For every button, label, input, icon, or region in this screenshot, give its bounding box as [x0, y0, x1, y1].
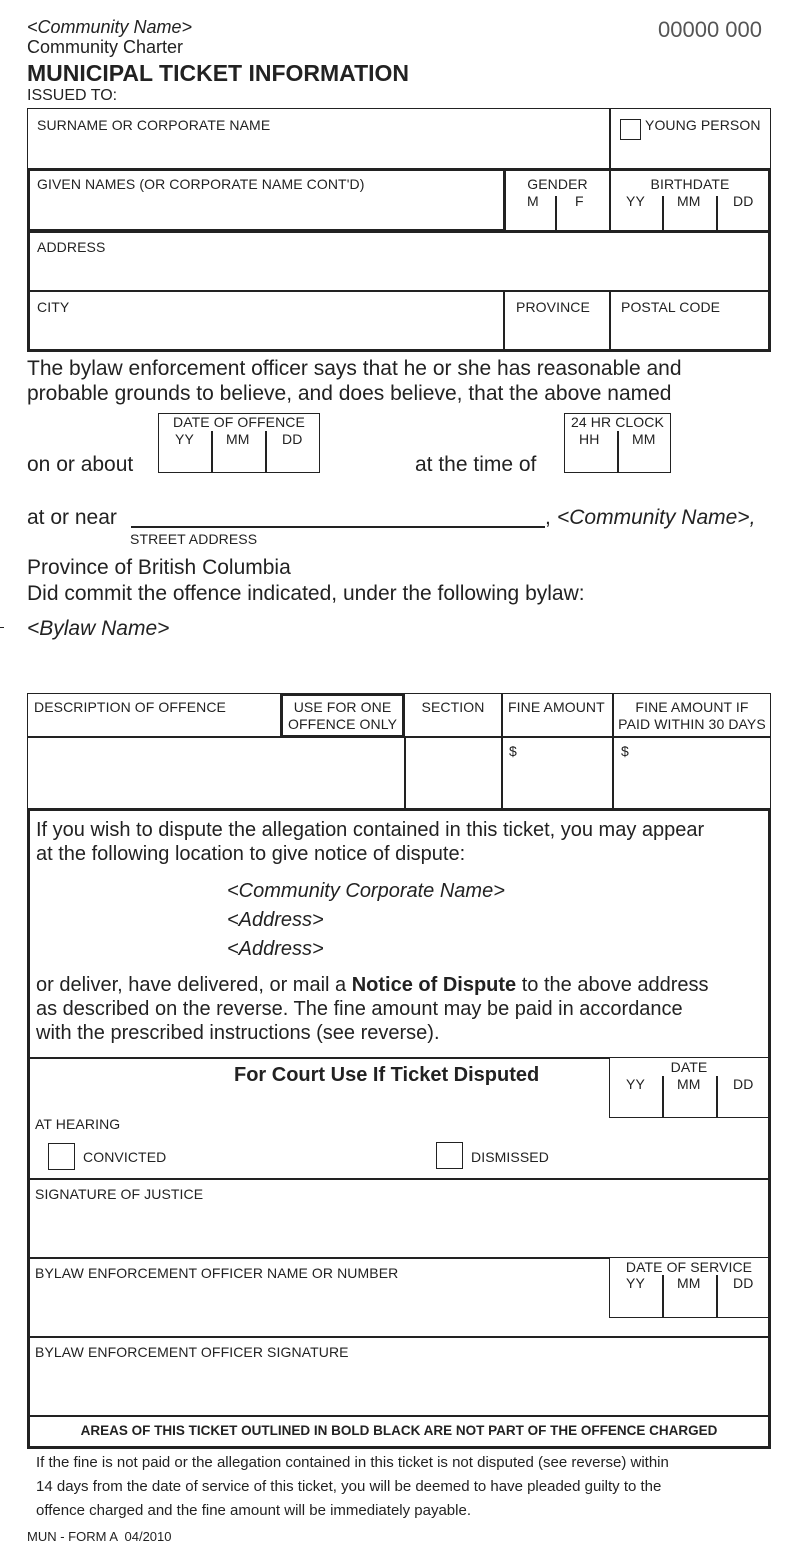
one-offence-line-2: OFFENCE ONLY [287, 716, 398, 732]
dispute-address-1: <Address> [227, 909, 324, 931]
at-hearing-label: AT HEARING [35, 1116, 121, 1132]
service-mm: MM [677, 1275, 701, 1291]
clock-label: 24 HR CLOCK [571, 414, 664, 430]
birthdate-label: BIRTHDATE [650, 176, 730, 192]
offence-yy: YY [175, 431, 194, 447]
fine-30-dollar-sign: $ [621, 743, 629, 759]
issued-to-label: ISSUED TO: [27, 87, 118, 104]
footer-line-1: If the fine is not paid or the allegation contained in this ticket is not disputed (see reverse) within [36, 1454, 669, 1471]
on-or-about-label: on or about [27, 453, 134, 476]
footer-line-3: offence charged and the fine amount will be immediately payable. [36, 1502, 471, 1519]
comma: , [545, 506, 551, 529]
dispute-address-2: <Address> [227, 938, 324, 960]
description-of-offence-label: DESCRIPTION OF OFFENCE [34, 699, 226, 715]
province-label: PROVINCE [516, 299, 590, 315]
fine-30-days-label [613, 699, 771, 733]
at-or-near-label: at or near [27, 506, 117, 529]
dispute-p2-before: or deliver, have delivered, or mail a [36, 974, 352, 996]
did-commit: Did commit the offence indicated, under the following bylaw: [27, 582, 585, 605]
fine-amount-label: FINE AMOUNT [508, 699, 605, 715]
postal-code-label: POSTAL CODE [621, 299, 721, 315]
court-date-mm: MM [677, 1076, 701, 1092]
court-date-yy: YY [626, 1076, 645, 1092]
officer-name-label: BYLAW ENFORCEMENT OFFICER NAME OR NUMBER [35, 1265, 399, 1281]
province-field[interactable] [505, 292, 608, 349]
dispute-p1-line-2: at the following location to give notice of dispute: [36, 843, 466, 865]
service-yy: YY [626, 1275, 645, 1291]
postal-code-field[interactable] [611, 292, 768, 349]
statement-line-1: The bylaw enforcement officer says that he or she has reasonable and [27, 357, 682, 380]
city-field[interactable] [30, 292, 502, 349]
signature-justice-field[interactable] [31, 1180, 767, 1256]
gender-m-label[interactable]: M [527, 193, 539, 209]
address-field[interactable] [30, 233, 768, 289]
dispute-p2-line-3: with the prescribed instructions (see reverse). [36, 1022, 440, 1044]
fine-30-line-1: FINE AMOUNT IF [635, 699, 749, 715]
clock-hh: HH [579, 431, 600, 447]
street-address-line[interactable] [131, 526, 545, 528]
convicted-checkbox[interactable] [48, 1143, 75, 1170]
offence-mm: MM [226, 431, 250, 447]
areas-note: AREAS OF THIS TICKET OUTLINED IN BOLD BLACK ARE NOT PART OF THE OFFENCE CHARGED [80, 1423, 718, 1438]
description-of-offence-field[interactable] [29, 738, 403, 808]
officer-name-field[interactable] [31, 1259, 607, 1335]
dispute-p1-line-1: If you wish to dispute the allegation contained in this ticket, you may appear [36, 819, 705, 841]
gender-f-label[interactable]: F [575, 193, 584, 209]
bylaw-name: <Bylaw Name> [27, 617, 170, 640]
clock-mm: MM [632, 431, 656, 447]
form-id: MUN - FORM A 04/2010 [27, 1529, 172, 1544]
dispute-p2-line-2: as described on the reverse. The fine amount may be paid in accordance [36, 998, 683, 1020]
fine-dollar-sign: $ [509, 743, 517, 759]
birthdate-mm: MM [677, 193, 701, 209]
birthdate-yy: YY [626, 193, 645, 209]
at-the-time-of-label: at the time of [415, 453, 537, 476]
court-use-title: For Court Use If Ticket Disputed [234, 1064, 540, 1086]
signature-justice-label: SIGNATURE OF JUSTICE [35, 1186, 204, 1202]
fine-30-line-2: PAID WITHIN 30 DAYS [618, 716, 766, 732]
section-field[interactable] [406, 738, 500, 808]
city-label: CITY [37, 299, 70, 315]
offence-dd: DD [282, 431, 303, 447]
surname-label: SURNAME OR CORPORATE NAME [37, 117, 271, 133]
community-name-inline: <Community Name>, [557, 506, 756, 529]
young-person-checkbox[interactable] [620, 119, 641, 140]
dispute-p2-after: to the above address [516, 974, 709, 996]
dismissed-label: DISMISSED [471, 1149, 549, 1165]
service-dd: DD [733, 1275, 754, 1291]
statement-line-2: probable grounds to believe, and does believe, that the above named [27, 382, 672, 405]
gender-label: GENDER [527, 176, 588, 192]
section-label: SECTION [421, 699, 485, 715]
convicted-label: CONVICTED [83, 1149, 167, 1165]
young-person-label: YOUNG PERSON [645, 117, 761, 133]
court-date-label: DATE [670, 1059, 708, 1075]
community-charter: Community Charter [27, 37, 184, 57]
fine-30-days-field[interactable] [614, 738, 769, 808]
address-label: ADDRESS [37, 239, 106, 255]
dispute-corp-name: <Community Corporate Name> [227, 880, 505, 902]
community-name: <Community Name> [27, 17, 193, 37]
date-of-offence-label: DATE OF OFFENCE [173, 414, 305, 430]
street-address-label: STREET ADDRESS [130, 531, 258, 547]
date-of-service-label: DATE OF SERVICE [625, 1259, 753, 1275]
dismissed-checkbox[interactable] [436, 1142, 463, 1169]
given-names-label: GIVEN NAMES (OR CORPORATE NAME CONT'D) [37, 176, 365, 192]
court-date-dd: DD [733, 1076, 754, 1092]
fine-amount-field[interactable] [503, 738, 611, 808]
one-offence-line-1: USE FOR ONE [293, 699, 392, 715]
footer-line-2: 14 days from the date of service of this ticket, you will be deemed to have pleaded guilty to the [36, 1478, 662, 1495]
province-bc: Province of British Columbia [27, 556, 291, 579]
birthdate-dd: DD [733, 193, 754, 209]
notice-of-dispute-emphasis: Notice of Dispute [351, 974, 517, 996]
officer-signature-field[interactable] [31, 1338, 767, 1414]
dispute-p2-line-1 [36, 974, 709, 997]
one-offence-label [280, 699, 405, 733]
officer-signature-label: BYLAW ENFORCEMENT OFFICER SIGNATURE [35, 1344, 349, 1360]
page-title: MUNICIPAL TICKET INFORMATION [27, 60, 410, 86]
ticket-number: 00000 000 [658, 17, 762, 42]
